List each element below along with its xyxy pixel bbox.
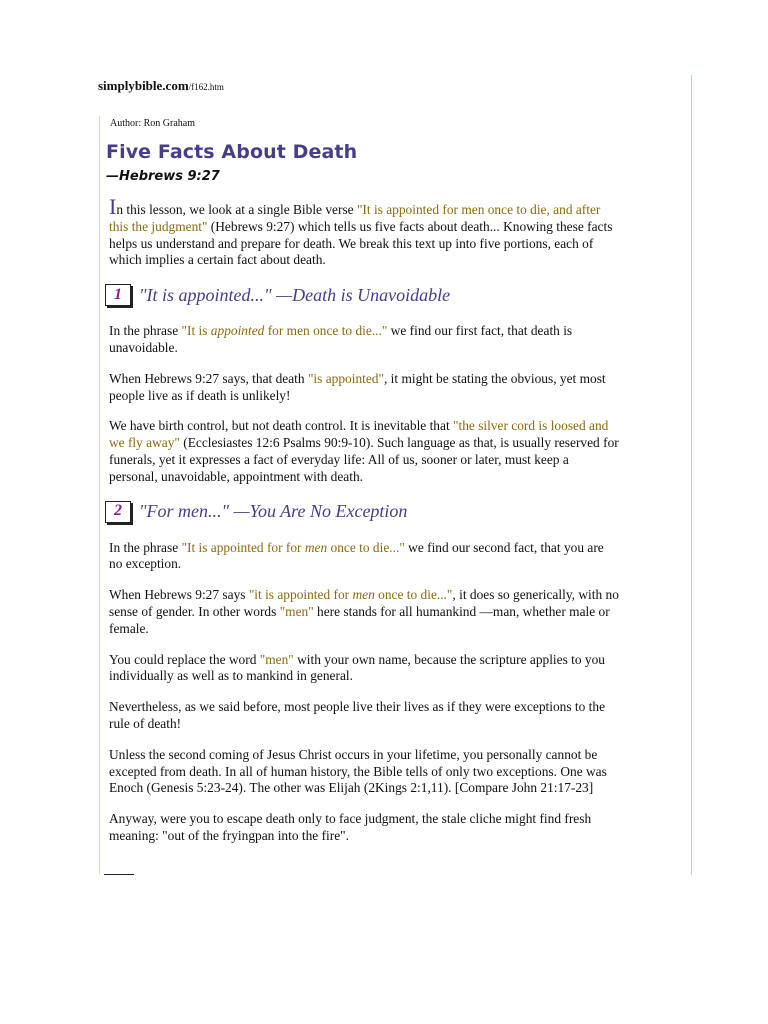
paragraph: Anyway, were you to escape death only to face judgment, the stale cliche might find fresh meaning: "out of the fryingpan into the fire". — [109, 811, 592, 843]
site-domain[interactable]: simplybible.com — [98, 78, 189, 93]
left-rule — [99, 116, 100, 874]
section-heading-text: "For men..." —You Are No Exception — [139, 501, 408, 522]
section-number-badge: 2 — [105, 501, 131, 523]
right-rule — [691, 75, 692, 875]
page-title: Five Facts About Death — [106, 141, 358, 163]
section-number-badge: 1 — [105, 284, 131, 306]
section-number-badge-partial — [104, 874, 134, 875]
paragraph: When Hebrews 9:27 says "it is appointed for men once to die...", it does so generically, with no sense of gender. In other words "men" here stands for all humankind —man, whether male or female. — [109, 587, 619, 636]
paragraph: Unless the second coming of Jesus Christ occurs in your lifetime, you personally cannot be excepted from death. In all of human history, the Bible tells of only two exceptions. One was Enoch (Genesis 5:23-24). The other was Elijah (2Kings 2:1,11). [Compare John 21:17-23] — [109, 746, 607, 796]
section-heading-2 — [105, 500, 619, 524]
intro-paragraph: In this lesson, we look at a single Bible verse "It is appointed for men once to die, and after this the judgment" (Hebrews 9:27) which tells us five facts about death... Knowing these facts helps us understand and prepare for death. We break this text up into five portions, each of which implies a certain fact about death. — [109, 194, 613, 268]
paragraph: When Hebrews 9:27 says, that death "is appointed", it might be stating the obvious, yet most people live as if death is unlikely! — [109, 370, 606, 403]
site-path[interactable]: /f162.htm — [188, 82, 224, 92]
article-body — [109, 194, 619, 859]
paragraph: Nevertheless, as we said before, most people live their lives as if they were exceptions to the rule of death! — [109, 699, 606, 731]
dropcap: I — [109, 194, 117, 219]
verse-reference: —Hebrews 9:27 — [106, 169, 220, 184]
verse-quote: "It is appointed for men once to die, and after this the judgment" — [109, 202, 601, 234]
paragraph: We have birth control, but not death control. It is inevitable that "the silver cord is loosed and we fly away" (Ecclesiastes 12:6 Psalms 90:9-10). Such language as that, is usually reserved for funerals, yet it expresses a fact of everyday life: All of us, sooner or later, must keep a personal, unavoidable, appointment with death. — [109, 418, 619, 484]
section-heading-1 — [105, 283, 619, 307]
paragraph: You could replace the word "men" with your own name, because the scripture applies to you individually as well as to mankind in general. — [109, 651, 605, 684]
section-heading-text: "It is appointed..." —Death is Unavoidable — [139, 284, 451, 305]
site-url[interactable] — [98, 78, 224, 94]
paragraph: In the phrase "It is appointed for men once to die..." we find our first fact, that death is unavoidable. — [109, 323, 573, 355]
author-line: Author: Ron Graham — [110, 118, 195, 129]
paragraph: In the phrase "It is appointed for for men once to die..." we find our second fact, that you are no exception. — [109, 539, 604, 572]
